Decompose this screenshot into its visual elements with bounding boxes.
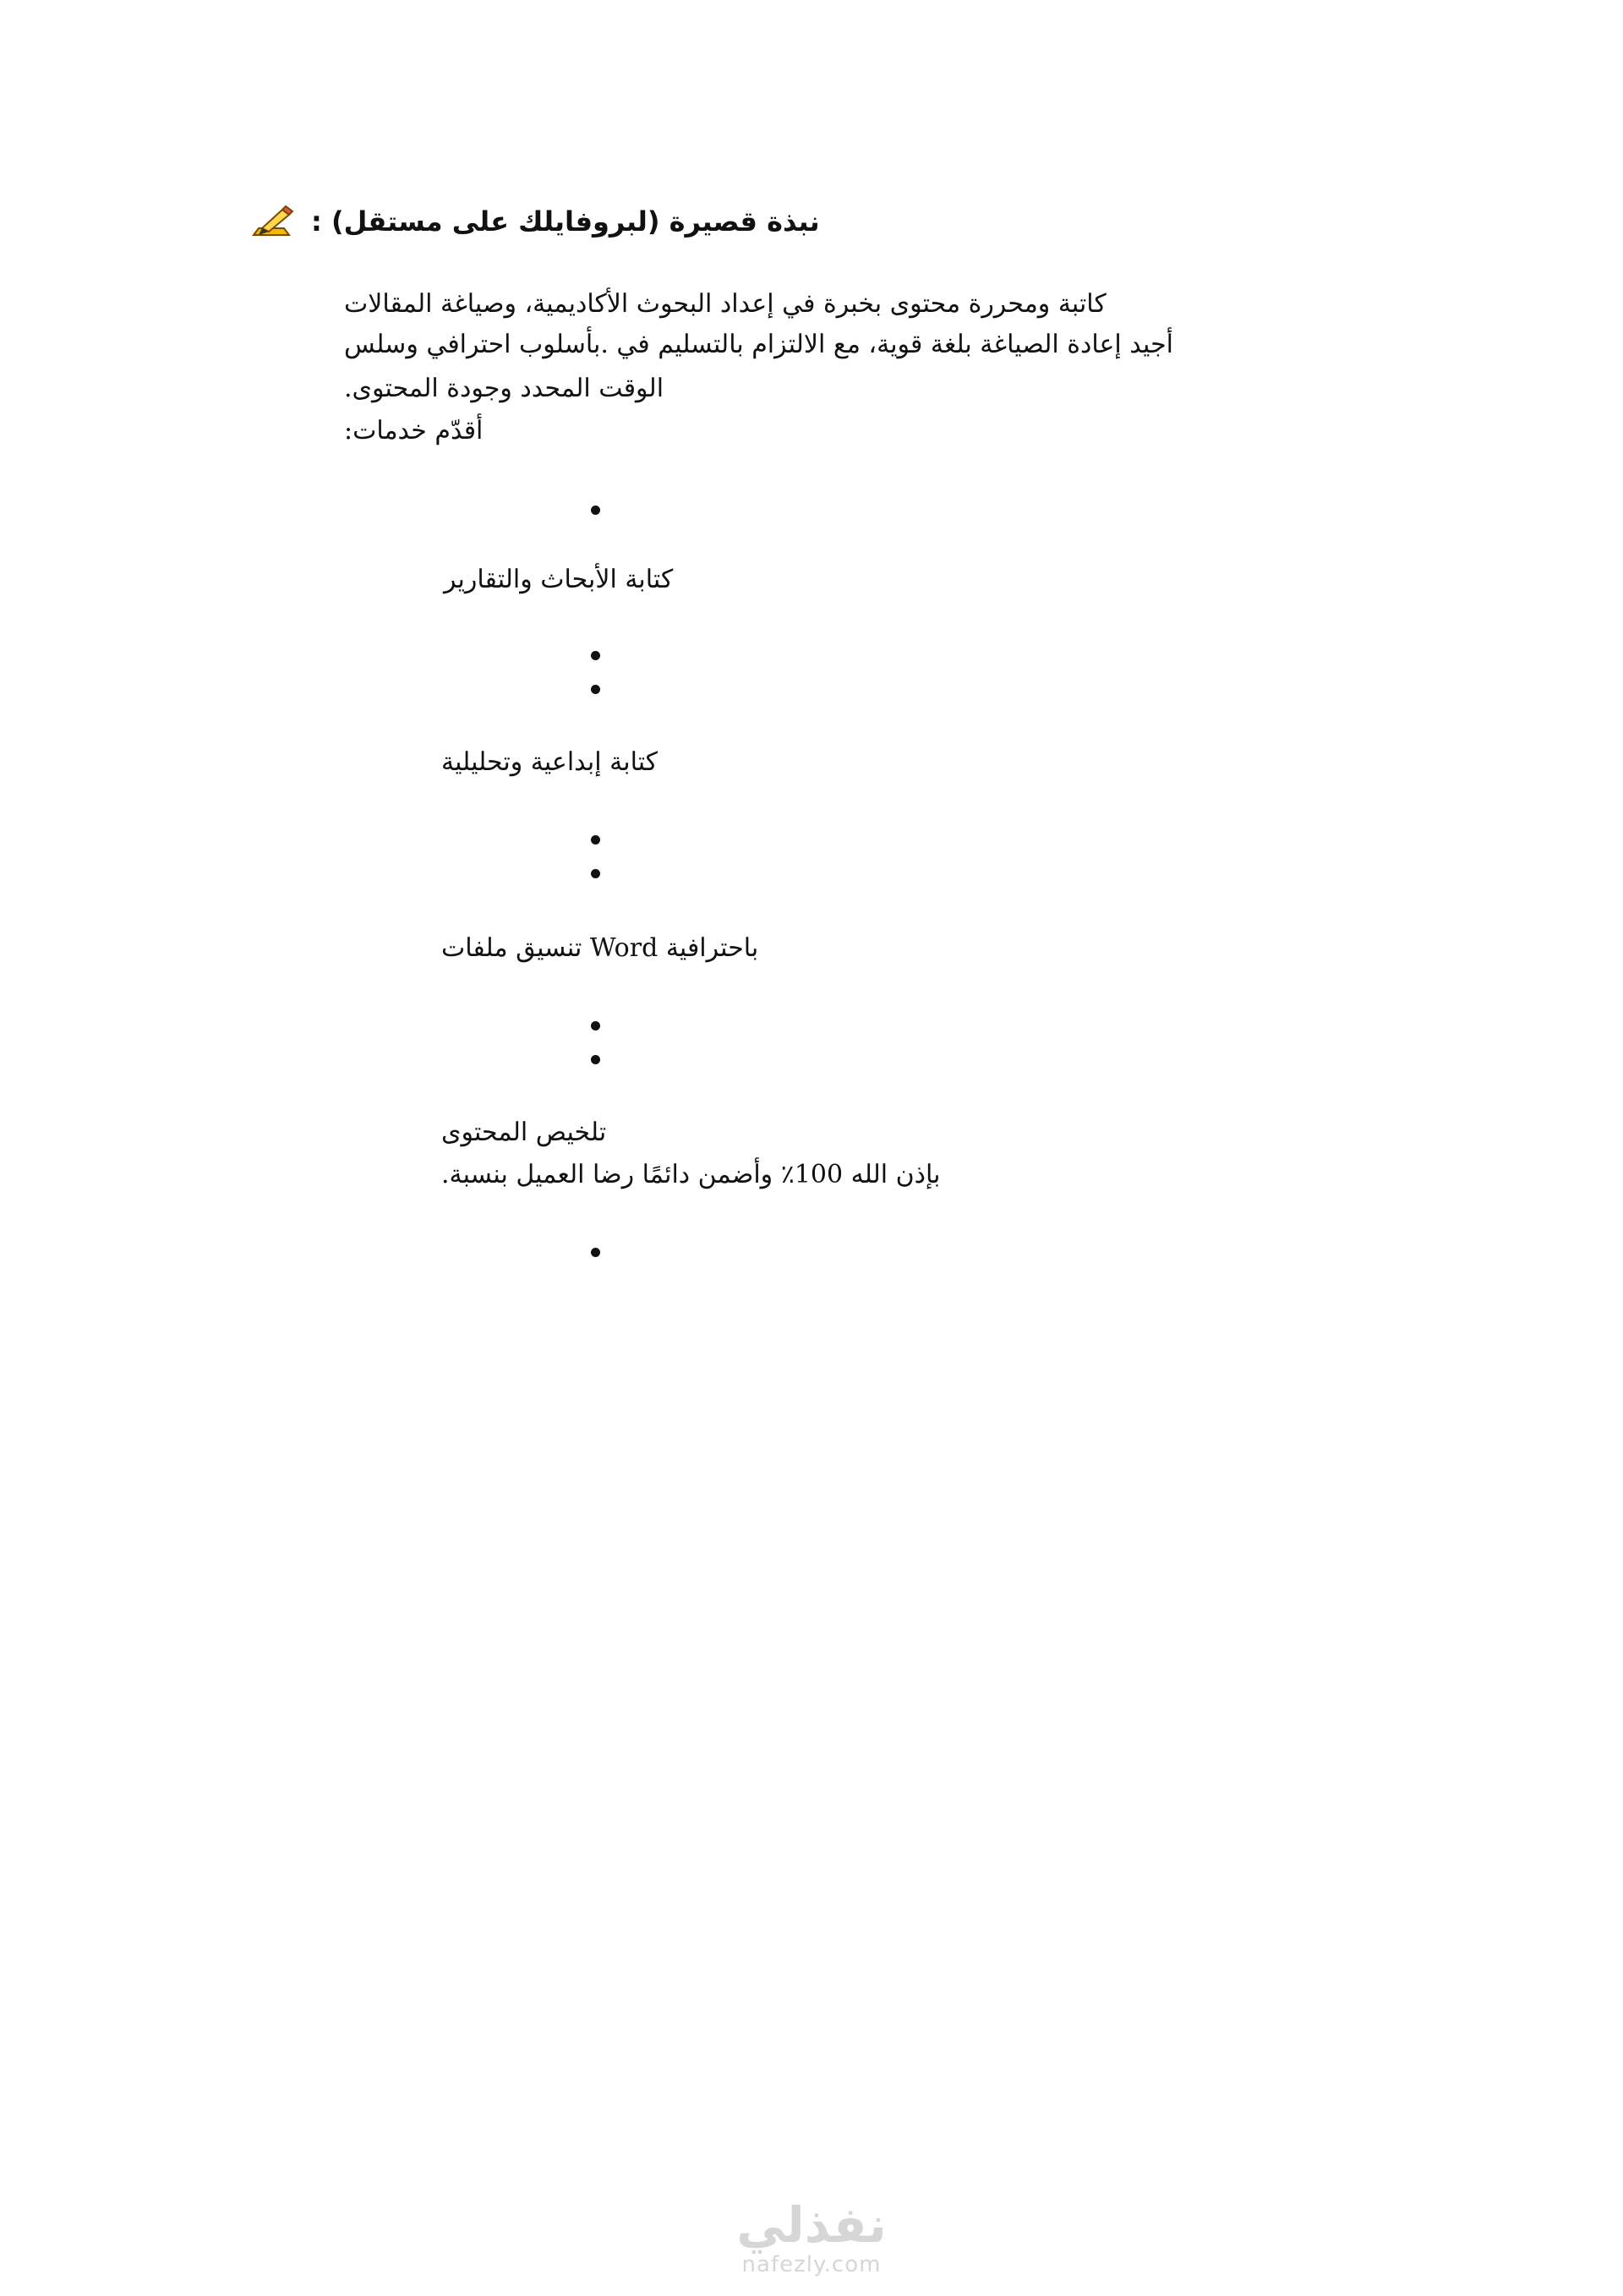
bullet-point <box>591 685 600 694</box>
bullet-point <box>591 835 600 845</box>
watermark-logo: نفذلي <box>736 2196 887 2254</box>
bullet-point <box>591 651 600 660</box>
watermark-url: nafezly.com <box>741 2252 882 2277</box>
section-heading <box>250 203 820 240</box>
intro-line-3: الوقت المحدد وجودة المحتوى. <box>344 374 664 403</box>
watermark <box>719 2198 904 2277</box>
pencil-writing-icon <box>250 203 294 240</box>
heading-text: نبذة قصيرة (لبروفايلك على مستقل) : <box>311 205 820 238</box>
closing-line: بإذن الله 100٪ وأضمن دائمًا رضا العميل بنسبة. <box>441 1160 941 1189</box>
bullet-point <box>591 1021 600 1030</box>
service-item-research: كتابة الأبحاث والتقارير <box>444 565 674 594</box>
service-item-creative: كتابة إبداعية وتحليلية <box>441 747 658 777</box>
service-item-formatting: باحترافية Word تنسيق ملفات <box>441 933 759 963</box>
intro-line-2: أجيد إعادة الصياغة بلغة قوية، مع الالتزام بالتسليم في .بأسلوب احترافي وسلس <box>344 330 1173 359</box>
services-intro: أقدّم خدمات: <box>344 416 484 446</box>
bullet-point <box>591 1248 600 1257</box>
bullet-point <box>591 506 600 515</box>
intro-line-1: كاتبة ومحررة محتوى بخبرة في إعداد البحوث الأكاديمية، وصياغة المقالات <box>344 289 1107 319</box>
bullet-point <box>591 869 600 878</box>
bullet-point <box>591 1055 600 1064</box>
service-item-summarizing: تلخيص المحتوى <box>441 1118 607 1147</box>
